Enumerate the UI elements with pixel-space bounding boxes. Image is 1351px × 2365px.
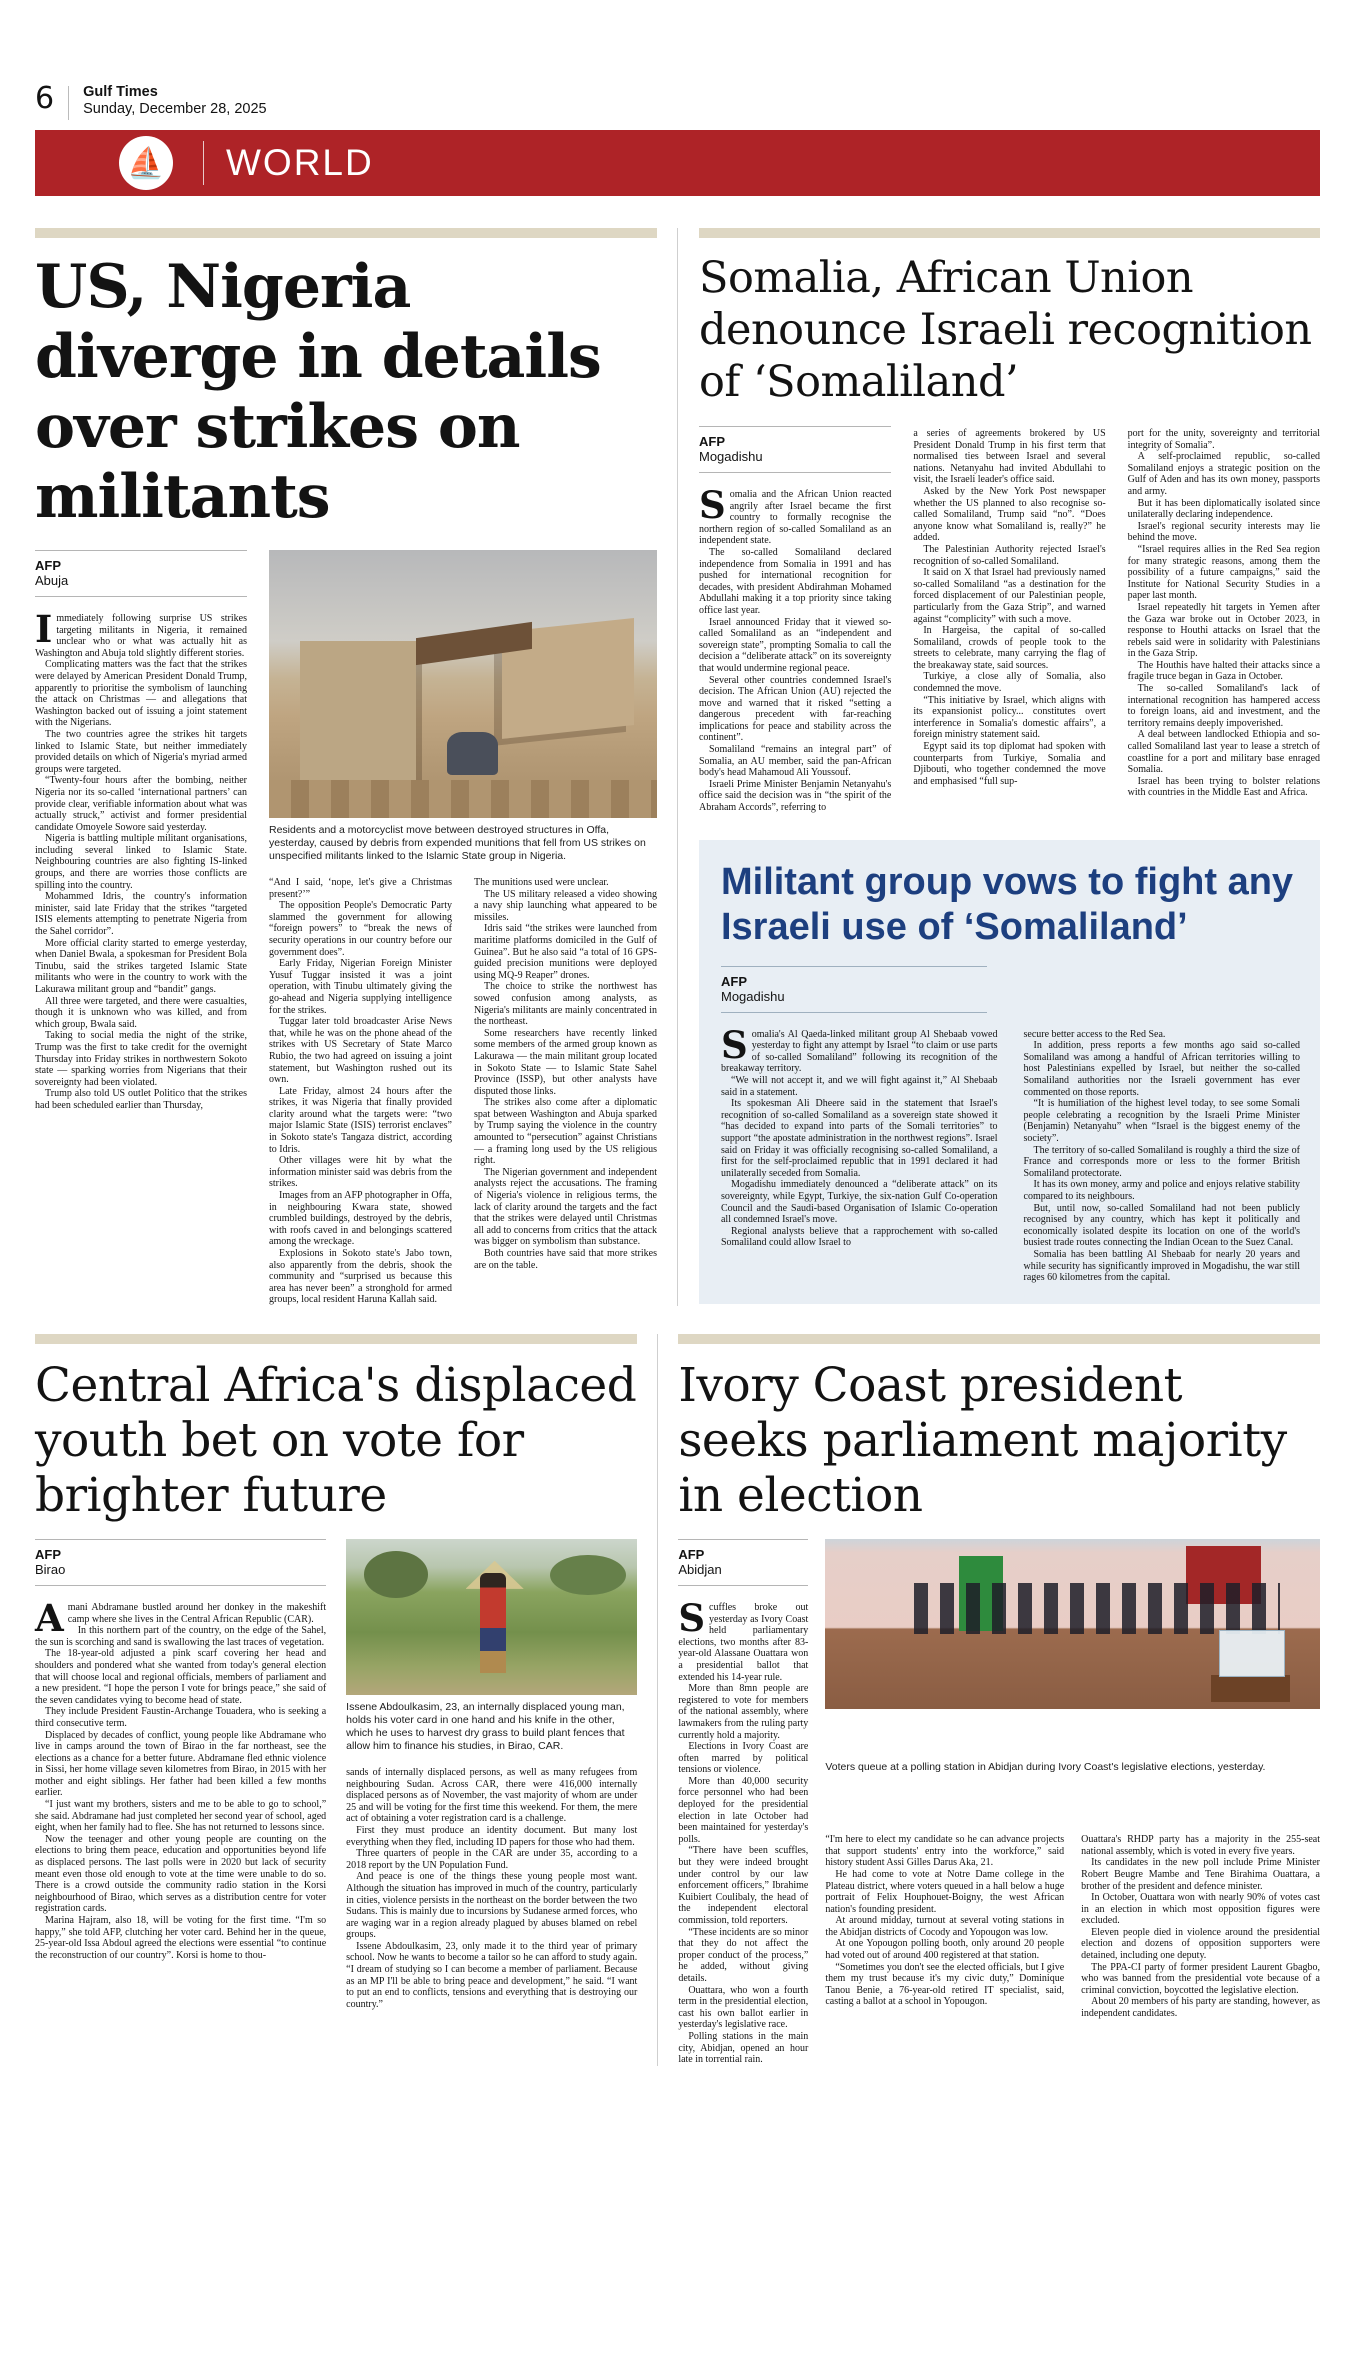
- article-ivorycoast-col3: [1081, 1834, 1320, 2066]
- paragraph: Egypt said its top diplomat had spoken with counterparts from Turkiye, Somalia and Djibouti, who together condemned the move and emphasised “full sup-: [913, 741, 1106, 787]
- paragraph: But it has been diplomatically isolated since unilaterally declaring independence.: [1127, 497, 1321, 521]
- paragraph: Mohammed Idris, the country's information minister, said late Friday that the strikes “targeted ISIS elements attempting to penetrate Nigeria from the Sahel corridor”.: [35, 891, 247, 938]
- banner-separator: [203, 141, 204, 185]
- article-somalia-col2: [913, 426, 1105, 814]
- paragraph: A self-proclaimed republic, so-called Somaliland enjoys a strategic position on the Gulf of Aden and has its own money, passports and army.: [1127, 451, 1321, 497]
- paragraph: The Palestinian Authority rejected Israel's recognition of so-called Somaliland.: [913, 543, 1106, 567]
- paragraph: The so-called Somaliland declared independence from Somalia in 1991 and has pushed for international recognition for decades, with president Abdirahman Mohamed Abdullahi making it a top priority since taking office last year.: [698, 546, 892, 616]
- article-ivorycoast-col1: [678, 1595, 809, 2066]
- paragraph: The opposition People's Democratic Party slammed the government for allowing “foreign powers” to “break the news of security operations in our country before our government does”.: [269, 900, 452, 958]
- paragraph: The two countries agree the strikes hit targets linked to Islamic State, but neither immediately provided details on which of Nigeria's myriad armed groups were targeted.: [35, 728, 247, 775]
- masthead-title-block: [83, 84, 267, 118]
- section-rule-bar: [699, 228, 1320, 238]
- article-ivorycoast-photo: [825, 1539, 1320, 1709]
- section-banner: [35, 130, 1320, 196]
- article-ivorycoast: [657, 1334, 1320, 2066]
- article-nigeria: [35, 228, 657, 1306]
- right-column-section: [677, 228, 1320, 1306]
- article-somalia-col3: [1128, 426, 1320, 814]
- paragraph: At around midday, turnout at several voting stations in the Abidjan districts of Cocody and Yopougon was low.: [825, 1915, 1065, 1938]
- paragraph: The US military released a video showing a navy ship launching what appeared to be missiles.: [474, 888, 657, 923]
- article-car-photo: [346, 1539, 637, 1695]
- paragraph: At one Yopougon polling booth, only around 20 people had voted out of around 400 registered at that station.: [825, 1938, 1065, 1962]
- photo-motorcyclist-shape: [447, 732, 497, 775]
- paragraph: port for the unity, sovereignty and territorial integrity of Somalia”.: [1127, 428, 1321, 451]
- paragraph: Israel announced Friday that it viewed so-called Somaliland as an “independent and sovereign state”, prompting Somalia to call the decision a “deliberate attack” on its sovereignty that would undermine regional peace.: [698, 616, 892, 674]
- paragraph: Somaliland “remains an integral part” of Somalia, an AU member, said the pan-African body's head Mahamoud Ali Youssouf.: [698, 744, 892, 779]
- paragraph: All three were targeted, and there were casualties, though it is unknown who was killed, and from which group, Bwala said.: [35, 995, 247, 1030]
- paragraph: Some researchers have recently linked some members of the armed group known as Lakurawa — the main militant group located in Sokoto State — to Islamic State Sahel Province (ISSP), but other analysts have disputed those links.: [474, 1027, 657, 1097]
- paragraph: Somalia's Al Qaeda-linked militant group Al Shebaab vowed yesterday to fight any attempt by Israel “to claim or use parts of so-called Somaliland” following its recognition of the breakaway territory.: [720, 1022, 998, 1075]
- paragraph: A deal between landlocked Ethiopia and so-called Somaliland last year to lease a stretch of coastline for a port and military base enraged Somalia.: [1127, 729, 1321, 776]
- paragraph: “It is humiliation of the highest level today, to see some Somali people celebrating a recognition by the Israeli Prime Minister (Benjamin) Netanyahu” when “Israel is the biggest enemy of the society”.: [1023, 1098, 1301, 1144]
- paragraph: And peace is one of the things these young people most want. Although the situation has improved in much of the country, particularly in cities, violence persists in the northeast on the border between the two Sudans. This is mainly due to incursions by Sudanese armed forces, who are waging war in a region already plagued by abuses blamed on rebel groups.: [346, 1871, 638, 1941]
- paragraph: Polling stations in the main city, Abidjan, opened an hour late in torrential rain.: [678, 2030, 809, 2066]
- paragraph: First they must produce an identity document. But many lost everything when they fled, including ID papers for those who had them.: [346, 1824, 638, 1848]
- paragraph: More than 40,000 security force personnel who had been deployed for the presidential election in late October had been maintained for yesterday's polls.: [678, 1775, 809, 1845]
- paragraph: Now the teenager and other young people are counting on the elections to bring them peace, education and opportunities beyond life as displaced persons. The last polls were in 2020 but lack of security meant even those old enough to vote at the time were unable to do so. There is a crowd outside the community radio station in the Korsi neighbourhood of Birao, which serves as a distribution centre for voter registration cards.: [35, 1833, 327, 1915]
- paragraph: Displaced by decades of conflict, young people like Abdramane who live in camps around the town of Birao in the far northeast, see the elections as a chance for a better future. Abdramane fled ethnic violence in Sissi, her home village seven kilometres from Birao, in 2015 with her mother and eight siblings. Her father had been killed a few months earlier.: [35, 1729, 327, 1799]
- issue-date: Sunday, December 28, 2025: [83, 101, 267, 117]
- paragraph: The PPA-CI party of former president Laurent Gbagbo, who was banned from the presidential vote because of a criminal conviction, boycotted the legislative election.: [1081, 1961, 1320, 1996]
- paragraph: “These incidents are so minor that they do not affect the proper conduct of the process,” he added, without giving details.: [678, 1926, 809, 1984]
- masthead: [35, 0, 1320, 130]
- paragraph: It said on X that Israel had previously named so-called Somaliland “as a destination for the forced displacement of our Palestinian people, particularly from the Gaza Strip”, and warned against “complicity” with such a move.: [913, 567, 1106, 625]
- paragraph: More official clarity started to emerge yesterday, when Daniel Bwala, a spokesman for President Bola Tinubu, said the strikes targeted Islamic State militants who were in the country to work with the Lakurawa militant group and “bandit” gangs.: [35, 937, 247, 995]
- article-car-col1: [35, 1595, 327, 1961]
- paragraph: Several other countries condemned Israel's decision. The African Union (AU) rejected the move and warned that it risked “setting a dangerous precedent with far-reaching implications for peace and stability across the continent”.: [698, 674, 892, 744]
- byline-agency: AFP: [720, 973, 747, 989]
- paragraph: “We will not accept it, and we will fight against it,” Al Shebaab said in a statement.: [720, 1075, 998, 1098]
- paragraph: Idris said “the strikes were launched from maritime platforms domiciled in the Gulf of Guinea”. But he also said “a total of 16 GPS-guided precision munitions were deployed using MQ-9 Reaper” drones.: [474, 923, 657, 981]
- byline-place: Birao: [35, 1561, 66, 1577]
- dhow-logo-icon: ⛵: [119, 136, 173, 190]
- article-nigeria-col3: [474, 877, 657, 1306]
- paragraph: Its candidates in the new poll include Prime Minister Robert Beugre Mambe and Tene Birahima Ouattara, a brother of the president and defence minister.: [1081, 1857, 1320, 1892]
- article-car-headline: Central Africa's displaced youth bet on vote for brighter future: [35, 1357, 637, 1523]
- paragraph: Mogadishu immediately denounced a “deliberate attack” on its sovereignty, while Egypt, Turkiye, the six-nation Gulf Co-operation Council and the Saudi-based Organisation of Islamic Co-operation all condemned Israel's move.: [720, 1179, 998, 1226]
- byline-place: Mogadishu: [698, 449, 763, 464]
- paragraph: Scuffles broke out yesterday as Ivory Coast held parliamentary elections, two months after 83-year-old Alassane Ouattara won a presidential ballot that extended his 14-year rule.: [678, 1595, 809, 1683]
- byline-agency: AFP: [35, 558, 61, 573]
- paragraph: “And I said, ‘nope, let's give a Christmas present?’”: [269, 877, 452, 900]
- byline-agency: AFP: [35, 1546, 61, 1562]
- paragraph: Nigeria is battling multiple militant organisations, including several linked to Islamic State. Neighbouring countries are also fighting IS-linked groups, and there are worries those conflicts are spilling into the country.: [35, 833, 247, 891]
- paragraph: Elections in Ivory Coast are often marred by political tensions or violence.: [678, 1741, 809, 1776]
- article-car: [35, 1334, 637, 2066]
- paragraph: Somalia and the African Union reacted angrily after Israel became the first country to formally recognise the northern region of so-called Somaliland as an independent state.: [698, 483, 892, 547]
- byline-place: Mogadishu: [720, 988, 785, 1004]
- paragraph: “Israel requires allies in the Red Sea region for many strategic reasons, among them the possibility of a future campaigns,” said the Institute for National Security Studies in a paper last month.: [1127, 543, 1321, 602]
- paragraph: Issene Abdoulkasim, 23, only made it to the third year of primary school. Now he wants to become a tailor so he can afford to study again. “I dream of studying so I can become a member of parliament. Because as an MP I'll be able to bring peace and development,” he said. “I want to put an end to conflicts, tensions and everything that is destroying our country.”: [346, 1940, 638, 2010]
- article-shebaab-col2: [1024, 1029, 1301, 1284]
- photo-table-shape: [1211, 1675, 1290, 1702]
- paragraph: “I just want my brothers, sisters and me to be able to go to school,” she said. Abdramane had just completed her second year of school, aged eight, when her family had to flee. She has not returned to lessons since.: [35, 1799, 327, 1834]
- paragraph: Israel has been trying to bolster relations with countries in the Middle East and Africa.: [1127, 775, 1321, 799]
- paragraph: Taking to social media the night of the strike, Trump was the first to take credit for the overnight Thursday into Friday strikes in northwestern Sokoto state — sparking worries from Nigerians that their sovereignty had been violated.: [35, 1030, 247, 1088]
- page-number: 6: [35, 81, 55, 116]
- article-shebaab-headline: Militant group vows to fight any Israeli use of ‘Somaliland’: [720, 860, 1294, 948]
- photo-voter-queue-shape: [914, 1583, 1280, 1634]
- bottom-band: [35, 1334, 1320, 2066]
- article-shebaab-col1: [720, 1022, 998, 1284]
- article-nigeria-headline: US, Nigeria diverge in details over strikes on militants: [35, 252, 601, 532]
- article-nigeria-col1: [35, 607, 247, 1112]
- paragraph: It has its own money, army and police and enjoys relative stability compared to its neighbours.: [1023, 1179, 1301, 1202]
- photo-person-shape: [480, 1573, 506, 1673]
- paragraph: In addition, press reports a few months ago said so-called Somaliland was among a handful of African territories willing to host Palestinians expelled by Israel, but neither the so-called Somaliland authorities nor the Israeli government has ever commented on those reports.: [1023, 1040, 1301, 1098]
- byline-agency: AFP: [698, 434, 725, 449]
- paragraph: Three quarters of people in the CAR are under 35, according to a 2018 report by the UN Population Fund.: [346, 1848, 638, 1871]
- photo-ruin-shape: [300, 641, 416, 780]
- paragraph: The Houthis have halted their attacks since a fragile truce began in Gaza in October.: [1127, 659, 1321, 683]
- paragraph: They include President Faustin-Archange Touadera, who is seeking a third consecutive term.: [35, 1706, 327, 1729]
- byline-agency: AFP: [678, 1546, 705, 1562]
- paragraph: “This initiative by Israel, which aligns with its expansionist policy... constitutes overt interference in Somalia's domestic affairs”, a foreign ministry statement said.: [913, 694, 1106, 741]
- article-car-col2: [346, 1767, 637, 2010]
- article-nigeria-photo-caption: Residents and a motorcyclist move between destroyed structures in Offa, yesterday, caused by debris from expended munitions that fell from US strikes on unspecified militants linked to the Islamic State group in Nigeria.: [269, 824, 646, 862]
- byline-place: Abidjan: [678, 1561, 722, 1577]
- paragraph: Eleven people died in violence around the presidential election and dozens of opposition supporters were detained, including one deputy.: [1081, 1926, 1320, 1962]
- paragraph: Immediately following surprise US strikes targeting militants in Nigeria, it remained unclear who or what was actually hit as Washington and Abuja told slightly different stories.: [35, 607, 247, 659]
- paragraph: Ouattara's RHDP party has a majority in the 255-seat national assembly, which is voted in every five years.: [1081, 1834, 1320, 1857]
- paragraph: Turkiye, a close ally of Somalia, also condemned the move.: [913, 671, 1106, 695]
- paragraph: a series of agreements brokered by US President Donald Trump in his first term that normalised ties between Israel and several nations. Netanyahu had invited Abdullahi to visit, the Israeli leader's office said.: [913, 428, 1106, 486]
- paragraph: Complicating matters was the fact that the strikes were delayed by American President Donald Trump, apparently to prioritise the symbolism of launching the attack on Christmas — and allegations that Washington backed out of issuing a joint statement with the Nigerians.: [35, 659, 247, 729]
- paragraph: Regional analysts believe that a rapprochement with so-called Somaliland could allow Israel to: [720, 1225, 998, 1249]
- paragraph: About 20 members of his party are standing, however, as independent candidates.: [1081, 1996, 1320, 2020]
- byline: [35, 550, 247, 597]
- paragraph: More than 8mn people are registered to vote for members of the national assembly, where lawmakers from the ruling party currently hold a majority.: [678, 1683, 809, 1741]
- paragraph: Somalia has been battling Al Shebaab for nearly 20 years and while security has significantly improved in Mogadishu, the war still rages 60 kilometres from the capital.: [1023, 1248, 1301, 1284]
- section-rule-bar: [678, 1334, 1320, 1344]
- paragraph: Early Friday, Nigerian Foreign Minister Yusuf Tuggar insisted it was a joint operation, with Tinubu ultimately giving the go-ahead and Nigeria supplying intelligence for the strikes.: [269, 958, 452, 1016]
- paragraph: Its spokesman Ali Dheere said in the statement that Israel's recognition of so-called Somaliland as a sovereign state showed it “has decided to expand into parts of the Somali territories” to support “the apostate administration in the northwest regions”. Israel said on Friday it was officially recognising so-called Somaliland, a first for the self-proclaimed republic that in 1991 declared it had unilaterally seceded from Somalia.: [720, 1098, 998, 1179]
- paragraph: The strikes also come after a diplomatic spat between Washington and Abuja sparked by Trump saying the violence in the country amounted to “persecution” against Christians — a framing long used by the US religious right.: [474, 1097, 657, 1167]
- article-somalia-col1: [698, 483, 892, 814]
- paragraph: The munitions used were unclear.: [474, 877, 609, 888]
- paragraph: Asked by the New York Post newspaper whether the US planned to also recognise so-called Somaliland, Trump said “no”. “Does anyone know what Somaliland is, really?” he added.: [913, 485, 1106, 544]
- article-ivorycoast-col2: [825, 1834, 1064, 2066]
- paragraph: But, until now, so-called Somaliland had not been publicly recognised by any country, which has kept it politically and economically isolated despite its location on one of the world's busiest trade routes connecting the Indian Ocean to the Suez Canal.: [1023, 1202, 1301, 1249]
- paragraph: Tuggar later told broadcaster Arise News that, while he was on the phone ahead of the strikes with US Secretary of State Marco Rubio, the two had agreed on issuing a joint statement, but Washington rushed out its own.: [269, 1016, 452, 1086]
- paragraph: Both countries have said that more strikes are on the table.: [474, 1248, 657, 1271]
- paragraph: In Hargeisa, the capital of so-called Somaliland, crowds of people took to the streets to celebrate, many carrying the flag of the breakaway state, said sources.: [913, 625, 1106, 671]
- paragraph: The choice to strike the northwest has sowed confusion among analysts, as Nigeria's militants are mainly concentrated in the northeast.: [474, 981, 657, 1028]
- paragraph: Israel repeatedly hit targets in Yemen after the Gaza war broke out in October 2023, in response to Houthi attacks on Israel that the rebels said were in solidarity with Palestinians in the Gaza Strip.: [1127, 601, 1321, 660]
- section-rule-bar: [35, 228, 657, 238]
- section-rule-bar: [35, 1334, 637, 1344]
- section-title: WORLD: [226, 142, 374, 183]
- paragraph: The Nigerian government and independent analysts reject the accusations. The framing of Nigeria's violence in religious terms, the lack of clarity around the targets and the fact that the strikes were delayed until Christmas all add to concerns from critics that the attack was bigger on symbolism than substance.: [474, 1166, 657, 1248]
- paragraph: Marina Hajram, also 18, will be voting for the first time. “I'm so happy,” she told AFP, clutching her voter card. Behind her in the queue, 25-year-old Issa Abdoul agreed the elections were essential “to continue the reconstruction of our country”. Korsi is home to thou-: [35, 1915, 327, 1961]
- byline-place: Abuja: [35, 573, 69, 588]
- article-car-photo-caption: Issene Abdoulkasim, 23, an internally displaced young man, holds his voter card in one hand and his knife in the other, which he uses to harvest dry grass to build plant fences that allow him to finance his studies, in Birao, CAR.: [346, 1700, 625, 1752]
- paragraph: “There have been scuffles, but they were indeed brought under control by our law enforcement officers,” Ibrahime Kuibiert Coulibaly, the head of the independent electoral commission, told reporters.: [678, 1845, 809, 1926]
- paragraph: Israeli Prime Minister Benjamin Netanyahu's office said the decision was in “the spirit of the Abraham Accords”, referring to: [698, 778, 892, 814]
- byline: [35, 1539, 326, 1586]
- paragraph: The 18-year-old adjusted a pink scarf covering her head and shoulders and pondered what she wanted from today's general election that will choose local and regional officials, members of parliament and a new president. “I hope the person I vote for brings peace,” she said of the seven candidates vying to become head of state.: [35, 1648, 327, 1706]
- article-somalia-headline: Somalia, African Union denounce Israeli recognition of ‘Somaliland’: [698, 253, 1312, 407]
- byline: [699, 426, 891, 473]
- paragraph: The so-called Somaliland's lack of international recognition has hampered access to foreign loans, aid and investment, and the territory remains deeply impoverished.: [1127, 683, 1321, 729]
- photo-tree-shape: [550, 1555, 626, 1596]
- top-band: [35, 228, 1320, 1306]
- article-nigeria-photo: [269, 550, 657, 818]
- paragraph: Amani Abdramane bustled around her donkey in the makeshift camp where she lives in the Central African Republic (CAR).: [35, 1595, 327, 1640]
- paragraph: Israel's regional security interests may lie behind the move.: [1127, 520, 1321, 544]
- paragraph: He had come to vote at Notre Dame college in the Plateau district, where voters queued in a hall below a huge portrait of Felix Houphouet-Boigny, the west African nation's founding president.: [825, 1868, 1065, 1915]
- masthead-divider: [68, 86, 69, 120]
- paper-title: Gulf Times: [83, 84, 158, 100]
- paragraph: “Twenty-four hours after the bombing, neither Nigeria nor its so-called ‘international partners’ can provide clear, verifiable information about what was actually struck,” activist and former presidential candidate Omoyele Sowore said yesterday.: [35, 775, 247, 833]
- paragraph: The territory of so-called Somaliland is roughly a third the size of France and corresponds more or less to the former British Somaliland protectorate.: [1023, 1144, 1301, 1179]
- paragraph: secure better access to the Red Sea.: [1023, 1028, 1166, 1040]
- article-shebaab-box: [699, 840, 1320, 1304]
- photo-rubble-shape: [269, 780, 657, 818]
- paragraph: Ouattara, who won a fourth term in the presidential election, cast his own ballot earlier in yesterday's legislative race.: [678, 1984, 809, 2031]
- paragraph: In this northern part of the country, on the edge of the Sahel, the sun is scorching and sand is swallowing the last traces of vegetation.: [35, 1625, 327, 1648]
- article-somalia: [699, 252, 1320, 814]
- photo-tree-shape: [364, 1551, 428, 1598]
- paragraph: Other villages were hit by what the information minister said was debris from the strikes.: [269, 1155, 452, 1190]
- paragraph: “I'm here to elect my candidate so he can advance projects that support students' entry into the workforce,” said history student Assi Gilles Darus Aka, 21.: [825, 1834, 1065, 1869]
- paragraph: Late Friday, almost 24 hours after the strikes, it was Nigeria that finally provided clarity around what the targets were: “two major Islamic State (ISIS) terrorist enclaves” in Sokoto state's Tangaza district, according to Idris.: [269, 1085, 452, 1155]
- byline: [721, 966, 987, 1013]
- article-ivorycoast-headline: Ivory Coast president seeks parliament majority in election: [678, 1357, 1287, 1523]
- paragraph: Images from an AFP photographer in Offa, in neighbouring Kwara state, showed crumbled buildings, destroyed by the debris, with roofs caved in and belongings scattered among the wreckage.: [269, 1190, 452, 1248]
- article-nigeria-col2: [269, 877, 452, 1306]
- paragraph: Trump also told US outlet Politico that the strikes had been scheduled earlier than Thursday,: [35, 1088, 247, 1111]
- paragraph: In October, Ouattara won with nearly 90% of votes cast in an election in which most opposition figures were excluded.: [1081, 1892, 1320, 1927]
- byline: [678, 1539, 808, 1586]
- paragraph: Explosions in Sokoto state's Jabo town, also apparently from the debris, shook the community and “surprised us because this area has never been” a stronghold for armed groups, local resident Haruna Kallah said.: [269, 1248, 452, 1306]
- photo-ballot-box-shape: [1219, 1630, 1285, 1676]
- paragraph: “Sometimes you don't see the elected officials, but I give them my trust because it's my civic duty,” Dominique Tanou Benie, a 76-year-old retired IT specialist, said, casting a ballot at a school in Yopougon.: [825, 1961, 1065, 2008]
- paragraph: sands of internally displaced persons, as well as many refugees from neighbouring Sudan. Across CAR, there were 416,000 internally displaced persons as of November, the vast majority of whom are under 25 and will be voting for the first time this weekend. For them, the mere act of obtaining a voter registration card is a challenge.: [346, 1766, 638, 1825]
- article-ivorycoast-photo-caption: Voters queue at a polling station in Abidjan during Ivory Coast's legislative elections, yesterday.: [825, 1761, 1266, 1774]
